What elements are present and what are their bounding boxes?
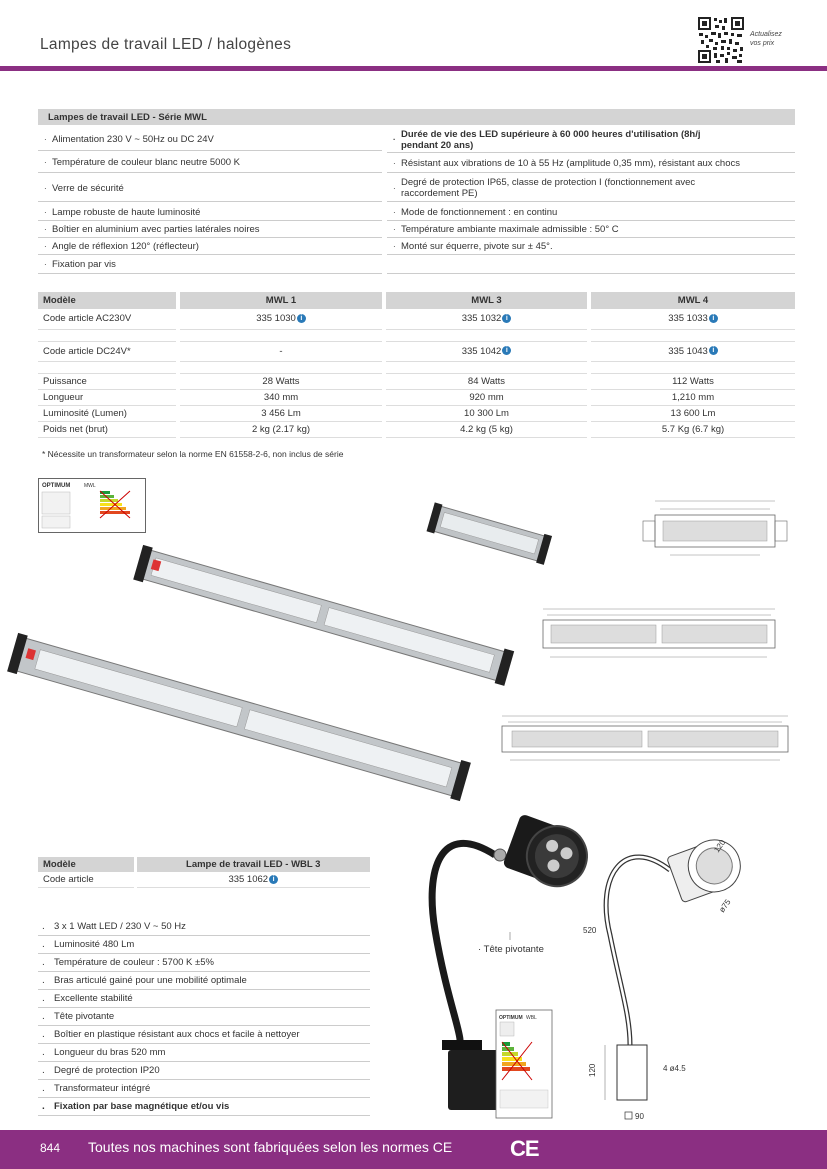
feature-left: · Alimentation 230 V ~ 50Hz ou DC 24V xyxy=(38,129,382,151)
info-icon[interactable]: i xyxy=(297,314,306,323)
col-header: MWL 1 xyxy=(178,292,384,309)
feature-right: · Température ambiante maximale admissible : 50° C xyxy=(387,221,795,238)
row-label: Longueur xyxy=(38,389,178,405)
swivel-head-label: · Tête pivotante xyxy=(478,944,544,955)
dim-label: 90 xyxy=(635,1112,644,1121)
article-code[interactable]: 335 1033 i xyxy=(589,309,795,329)
mwl1-drawing xyxy=(625,495,800,565)
mwl3-drawing xyxy=(535,605,785,663)
info-icon[interactable]: i xyxy=(709,346,718,355)
table-cell: 920 mm xyxy=(384,389,589,405)
page-title: Lampes de travail LED / halogènes xyxy=(40,36,292,53)
table-row-spacer xyxy=(38,361,795,373)
mwl4-drawing xyxy=(498,712,793,764)
row-label: Puissance xyxy=(38,373,178,389)
col-header: Modèle xyxy=(38,857,135,872)
energy-label-model: WBL xyxy=(526,1015,537,1021)
table-cell: 28 Watts xyxy=(178,373,384,389)
article-code[interactable]: 335 1030 i xyxy=(178,309,384,329)
energy-label-brand: OPTIMUM xyxy=(42,483,71,489)
table-cell: 112 Watts xyxy=(589,373,795,389)
feature-right: · Mode de fonctionnement : en continu xyxy=(387,204,795,221)
feature-left: · Verre de sécurité xyxy=(38,175,382,202)
col-header: Modèle xyxy=(38,292,178,309)
spec-table xyxy=(38,292,795,438)
table-cell: 10 300 Lm xyxy=(384,405,589,421)
dim-label: ø75 xyxy=(717,897,733,915)
feature-left: · Fixation par vis xyxy=(38,255,382,274)
table-cell: 84 Watts xyxy=(384,373,589,389)
wbl-lamp-photo xyxy=(420,810,590,1125)
feature-right: · Degré de protection IP65, classe de protection I (fonctionnement avec raccordement PE) xyxy=(387,175,795,202)
row-label: Luminosité (Lumen) xyxy=(38,405,178,421)
wbl-feature: . Transformateur intégré xyxy=(38,1080,370,1098)
feature-left: · Angle de réflexion 120° (réflecteur) xyxy=(38,238,382,255)
table-cell: 2 kg (2.17 kg) xyxy=(178,421,384,437)
col-header: Lampe de travail LED - WBL 3 xyxy=(135,857,370,872)
qr-code-icon[interactable] xyxy=(697,16,745,64)
table-cell: - xyxy=(178,341,384,361)
header-accent-bar xyxy=(0,66,827,71)
energy-label-model: MWL xyxy=(84,483,96,489)
wbl-feature: . 3 x 1 Watt LED / 230 V ~ 50 Hz xyxy=(38,918,370,936)
wbl-feature: . Température de couleur : 5700 K ±5% xyxy=(38,954,370,972)
mwl-lamps-photo xyxy=(10,490,570,765)
dim-label: 520 xyxy=(583,926,597,935)
dim-label: 120 xyxy=(712,838,728,855)
article-code[interactable]: 335 1042 i xyxy=(384,341,589,361)
table-cell: 340 mm xyxy=(178,389,384,405)
feature-right: · Monté sur équerre, pivote sur ± 45°. xyxy=(387,238,795,255)
table-row xyxy=(38,872,370,887)
series-section-title: Lampes de travail LED - Série MWL xyxy=(38,109,795,125)
table-cell: 5.7 Kg (6.7 kg) xyxy=(589,421,795,437)
page-number: 844 xyxy=(40,1141,61,1155)
table-cell: 4.2 kg (5 kg) xyxy=(384,421,589,437)
wbl-feature: . Excellente stabilité xyxy=(38,990,370,1008)
row-label: Code article AC230V xyxy=(38,309,178,329)
footer-text: Toutes nos machines sont fabriquées selon les normes CE xyxy=(88,1139,453,1155)
info-icon[interactable]: i xyxy=(709,314,718,323)
info-icon[interactable]: i xyxy=(269,875,278,884)
ce-mark-icon: CE xyxy=(510,1136,539,1161)
info-icon[interactable]: i xyxy=(502,314,511,323)
wbl-feature: . Boîtier en plastique résistant aux chocs et facile à nettoyer xyxy=(38,1026,370,1044)
article-code[interactable]: 335 1032 i xyxy=(384,309,589,329)
wbl-feature: . Degré de protection IP20 xyxy=(38,1062,370,1080)
table-row xyxy=(38,421,795,437)
table-row xyxy=(38,389,795,405)
footnote: * Nécessite un transformateur selon la norme EN 61558-2-6, non inclus de série xyxy=(42,449,344,459)
article-code[interactable]: 335 1043 i xyxy=(589,341,795,361)
wbl-feature: . Fixation par base magnétique et/ou vis xyxy=(38,1098,370,1116)
row-label: Poids net (brut) xyxy=(38,421,178,437)
feature-left: · Température de couleur blanc neutre 5000 K xyxy=(38,153,382,173)
table-row-spacer xyxy=(38,887,370,901)
feature-left: · Boîtier en aluminium avec parties latérales noires xyxy=(38,221,382,238)
wbl-feature: . Longueur du bras 520 mm xyxy=(38,1044,370,1062)
table-row-spacer xyxy=(38,329,795,341)
feature-left: · Lampe robuste de haute luminosité xyxy=(38,204,382,221)
table-cell: 3 456 Lm xyxy=(178,405,384,421)
table-cell: 13 600 Lm xyxy=(589,405,795,421)
col-header: MWL 4 xyxy=(589,292,795,309)
qr-caption: Actualisez vos prix xyxy=(750,31,782,47)
info-icon[interactable]: i xyxy=(502,346,511,355)
row-label: Code article DC24V* xyxy=(38,341,178,361)
feature-right-empty xyxy=(387,255,795,274)
wbl-drawing xyxy=(585,815,780,1125)
energy-label-brand: OPTIMUM xyxy=(499,1015,523,1021)
dim-label: 120 xyxy=(588,1063,597,1077)
col-header: MWL 3 xyxy=(384,292,589,309)
wbl-feature: . Tête pivotante xyxy=(38,1008,370,1026)
feature-right: · Durée de vie des LED supérieure à 60 000 heures d'utilisation (8h/j pendant 20 ans) xyxy=(387,127,795,153)
table-cell: 1,210 mm xyxy=(589,389,795,405)
table-row xyxy=(38,373,795,389)
article-code[interactable]: 335 1062 i xyxy=(135,872,370,887)
dim-label: 4 ø4.5 xyxy=(663,1064,686,1073)
table-row xyxy=(38,405,795,421)
wbl-feature: . Luminosité 480 Lm xyxy=(38,936,370,954)
row-label: Code article xyxy=(38,872,135,887)
table-row xyxy=(38,341,795,361)
wbl-table xyxy=(38,857,370,901)
feature-right: · Résistant aux vibrations de 10 à 55 Hz (amplitude 0,35 mm), résistant aux chocs xyxy=(387,155,795,173)
table-row xyxy=(38,309,795,329)
wbl-feature: . Bras articulé gainé pour une mobilité optimale xyxy=(38,972,370,990)
